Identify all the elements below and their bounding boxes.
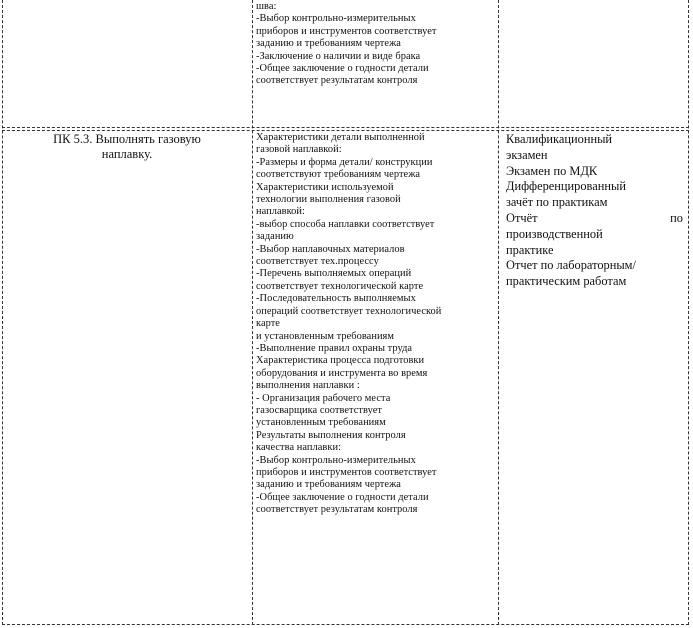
requirement-line: газосварщика соответствует: [256, 404, 382, 416]
requirement-line: - Организация рабочего места: [256, 392, 391, 404]
requirement-line: Характеристика процесса подготовки: [256, 355, 425, 367]
table-left-border: [2, 0, 3, 625]
requirement-line: Характеристики используемой: [256, 181, 394, 193]
column-divider: [498, 0, 499, 625]
table-right-border: [688, 0, 689, 625]
row-divider: [2, 127, 689, 128]
requirement-line: -Выполнение правил охраны труда: [256, 342, 413, 354]
requirement-line: шва:: [256, 1, 277, 12]
requirement-line: карте: [256, 318, 280, 330]
requirement-line: -выбор способа наплавки соответствует: [256, 218, 435, 230]
requirement-line: соответствует результатам контроля: [256, 75, 418, 87]
competency-cell: [4, 132, 250, 162]
requirement-line: -Последовательность выполняемых: [256, 293, 416, 305]
requirement-line: операций соответствует технологической: [256, 305, 442, 317]
requirement-line: наплавкой:: [256, 206, 305, 218]
requirements-cell: [256, 132, 496, 517]
requirement-line: качества наплавки:: [256, 442, 342, 454]
requirement-line: -Выбор контрольно-измерительных: [256, 13, 416, 25]
assessment-word: Отчёт: [506, 210, 538, 225]
assessment-line: Дифференцированный: [506, 179, 626, 194]
assessment-line: Экзамен по МДК: [506, 163, 598, 178]
requirement-line: -Общее заключение о годности детали: [256, 491, 429, 503]
assessment-line: экзамен: [506, 147, 548, 162]
assessment-line: практике: [506, 242, 554, 257]
requirement-line: оборудования и инструмента во время: [256, 367, 428, 379]
requirement-line: заданию: [256, 231, 294, 243]
assessment-line: Квалификационный: [506, 132, 613, 146]
requirement-line: установленным требованиям: [256, 417, 386, 429]
row-divider: [2, 130, 689, 131]
requirement-line: приборов и инструментов соответствует: [256, 25, 437, 37]
top-row-requirements: [256, 1, 496, 88]
assessment-table: [2, 0, 689, 625]
requirement-line: заданию и требованиям чертежа: [256, 38, 401, 50]
requirement-line: -Заключение о наличии и виде брака: [256, 50, 421, 62]
requirement-line: соответствует технологической карте: [256, 280, 424, 292]
requirement-line: Характеристики детали выполненной: [256, 132, 425, 143]
assessment-justified-line: [506, 211, 683, 227]
requirement-line: газовой наплавкой:: [256, 144, 342, 156]
assessment-line: Отчет по лабораторным/: [506, 258, 636, 273]
assessment-line: производственной: [506, 226, 603, 241]
requirement-line: технологии выполнения газовой: [256, 194, 401, 206]
assessment-word: по: [670, 210, 683, 225]
assessment-forms-cell: [506, 132, 683, 290]
requirement-line: -Выбор контрольно-измерительных: [256, 454, 416, 466]
competency-line: наплавку.: [101, 147, 153, 161]
requirement-line: соответствует тех.процессу: [256, 256, 379, 268]
requirement-line: -Размеры и форма детали/ конструкции: [256, 156, 433, 168]
requirement-line: соответствует результатам контроля: [256, 504, 418, 516]
requirement-line: Результаты выполнения контроля: [256, 429, 406, 441]
requirement-line: и установленным требованиям: [256, 330, 395, 342]
requirement-line: соответствуют требованиям чертежа: [256, 169, 421, 181]
assessment-line: зачёт по практикам: [506, 195, 608, 210]
table-bottom-border: [2, 624, 689, 625]
requirement-line: -Общее заключение о годности детали: [256, 63, 429, 75]
requirement-line: -Перечень выполняемых операций: [256, 268, 412, 280]
assessment-line: практическим работам: [506, 274, 627, 289]
column-divider: [252, 0, 253, 625]
requirement-line: -Выбор наплавочных материалов: [256, 243, 405, 255]
requirement-line: заданию и требованиям чертежа: [256, 479, 401, 491]
competency-line: ПК 5.3. Выполнять газовую: [53, 132, 201, 146]
requirement-line: выполнения наплавки :: [256, 380, 360, 392]
requirement-line: приборов и инструментов соответствует: [256, 466, 437, 478]
